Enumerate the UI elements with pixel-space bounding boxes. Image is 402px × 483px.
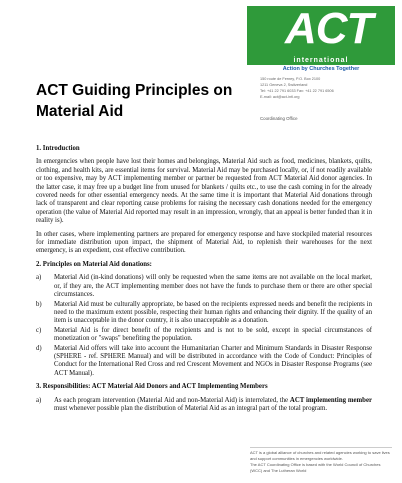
section-heading: 1. Introduction <box>36 145 80 152</box>
document-title: ACT Guiding Principles on Material Aid <box>36 82 233 120</box>
act-logo <box>247 6 395 72</box>
contact-phone: Tel: +41 22 791 6033 Fax: +41 22 791 6506 <box>260 89 334 93</box>
list-text: Material Aid is for direct benefit of the recipients and is not to be sold, except in special circumstances of monetization or "swaps" benefiting the population. <box>54 326 372 343</box>
list-label: c) <box>36 326 42 334</box>
paragraph: In emergencies when people have lost their homes and belongings, Material Aid such as food, medicines, blankets, quilts, clothing, and health kits, are essential items for survival. Material Aid may be purchased locally, or, if not readily available or too expensive, may by ACT implementing member or partner be requested from ACT Material Aid donor agencies. In the latter case, it may free up a budget line from unused for blankets / quilts etc., to use the cash coming in for the already covered needs for other essential emergency needs. At the same time it is important that Material Aid donations through lack of transparent and clear reporting cause problems for raising the necessary cash donations needed for the emergency operation (the value of Material Aid reported may result in an impression, wrongly, that an appeal is better funded than it in reality is). <box>36 158 372 225</box>
list-label: b) <box>36 300 42 308</box>
list-text <box>54 397 372 414</box>
document-body <box>36 145 372 414</box>
section-heading: 3. Responsibilities: ACT Material Aid Donors and ACT Implementing Members <box>36 383 268 391</box>
list-item <box>36 301 372 326</box>
logo-tagline: Action by Churches Together <box>282 66 360 72</box>
logo-letters: ACT <box>285 4 373 53</box>
footer-line: The ACT Coordinating Office is based with the World Council of Churches (WCC) and The Lutheran World <box>250 462 381 473</box>
list-text-bold: ACT implementing member <box>289 396 372 404</box>
footer-info-box <box>250 447 392 483</box>
paragraph: In other cases, where implementing partners are prepared for emergency response and have stockpiled material resources for immediate distribution upon impact, the shipment of Material Aid, to replenish their warehouses for the next emergency, is an expedient, cost effective contribution. <box>36 230 372 255</box>
footer-line: ACT is a global alliance of churches and related agencies working to save lives and support communities in emergencies worldwide. <box>250 450 390 461</box>
logo-international-strip: international <box>247 56 395 65</box>
section-heading: 2. Principles on Material Aid donations: <box>36 260 152 268</box>
list-item <box>36 345 372 379</box>
list-text: Material Aid (in-kind donations) will only be requested when the same items are not available on the local market, or, if they are, the ACT implementing member does not have the funds to purchase them or there are other special circumstances. <box>54 274 372 299</box>
list-item <box>36 397 372 414</box>
list-text: Material Aid offers will take into account the Humanitarian Charter and Minimum Standards in Disaster Response (SPHERE - ref. SPHERE Manual) and will be distributed in accordance with the Code of Conduct: Principles of Conduct for the International Red Cross and red Crescent Movement and NGOs in Disaster Response Programs (see ACT Manual). <box>54 344 372 377</box>
coordinating-office-label: Coordinating Office <box>260 116 298 121</box>
list-label: d) <box>36 344 42 352</box>
contact-address-2: 1211 Geneva 2, Switzerland <box>260 83 308 87</box>
list-item <box>36 327 372 344</box>
list-item <box>36 274 372 299</box>
list-text-start: As each program intervention (Material Aid and non-Material Aid) is interrelated, the <box>54 396 290 404</box>
list-label: a) <box>36 274 42 282</box>
contact-address-1: 150 route de Ferney, P.O. Box 2100 <box>260 77 321 81</box>
contact-email: E-mail: act@act-intl.org <box>260 95 300 99</box>
contact-block <box>260 76 390 100</box>
list-text: Material Aid must be culturally appropriate, be based on the recipients expressed needs and benefit the recipients in need to the maximum extent possible, respecting their human rights and enhancing their dignity. If the quality of an item is unacceptable in the donor country, it is also unacceptable as a donation. <box>54 300 372 325</box>
logo-background <box>247 6 395 56</box>
list-text-end: must whenever possible plan the distribution of Material Aid as an integral part of the total program. <box>54 404 328 412</box>
list-label: a) <box>36 396 42 404</box>
